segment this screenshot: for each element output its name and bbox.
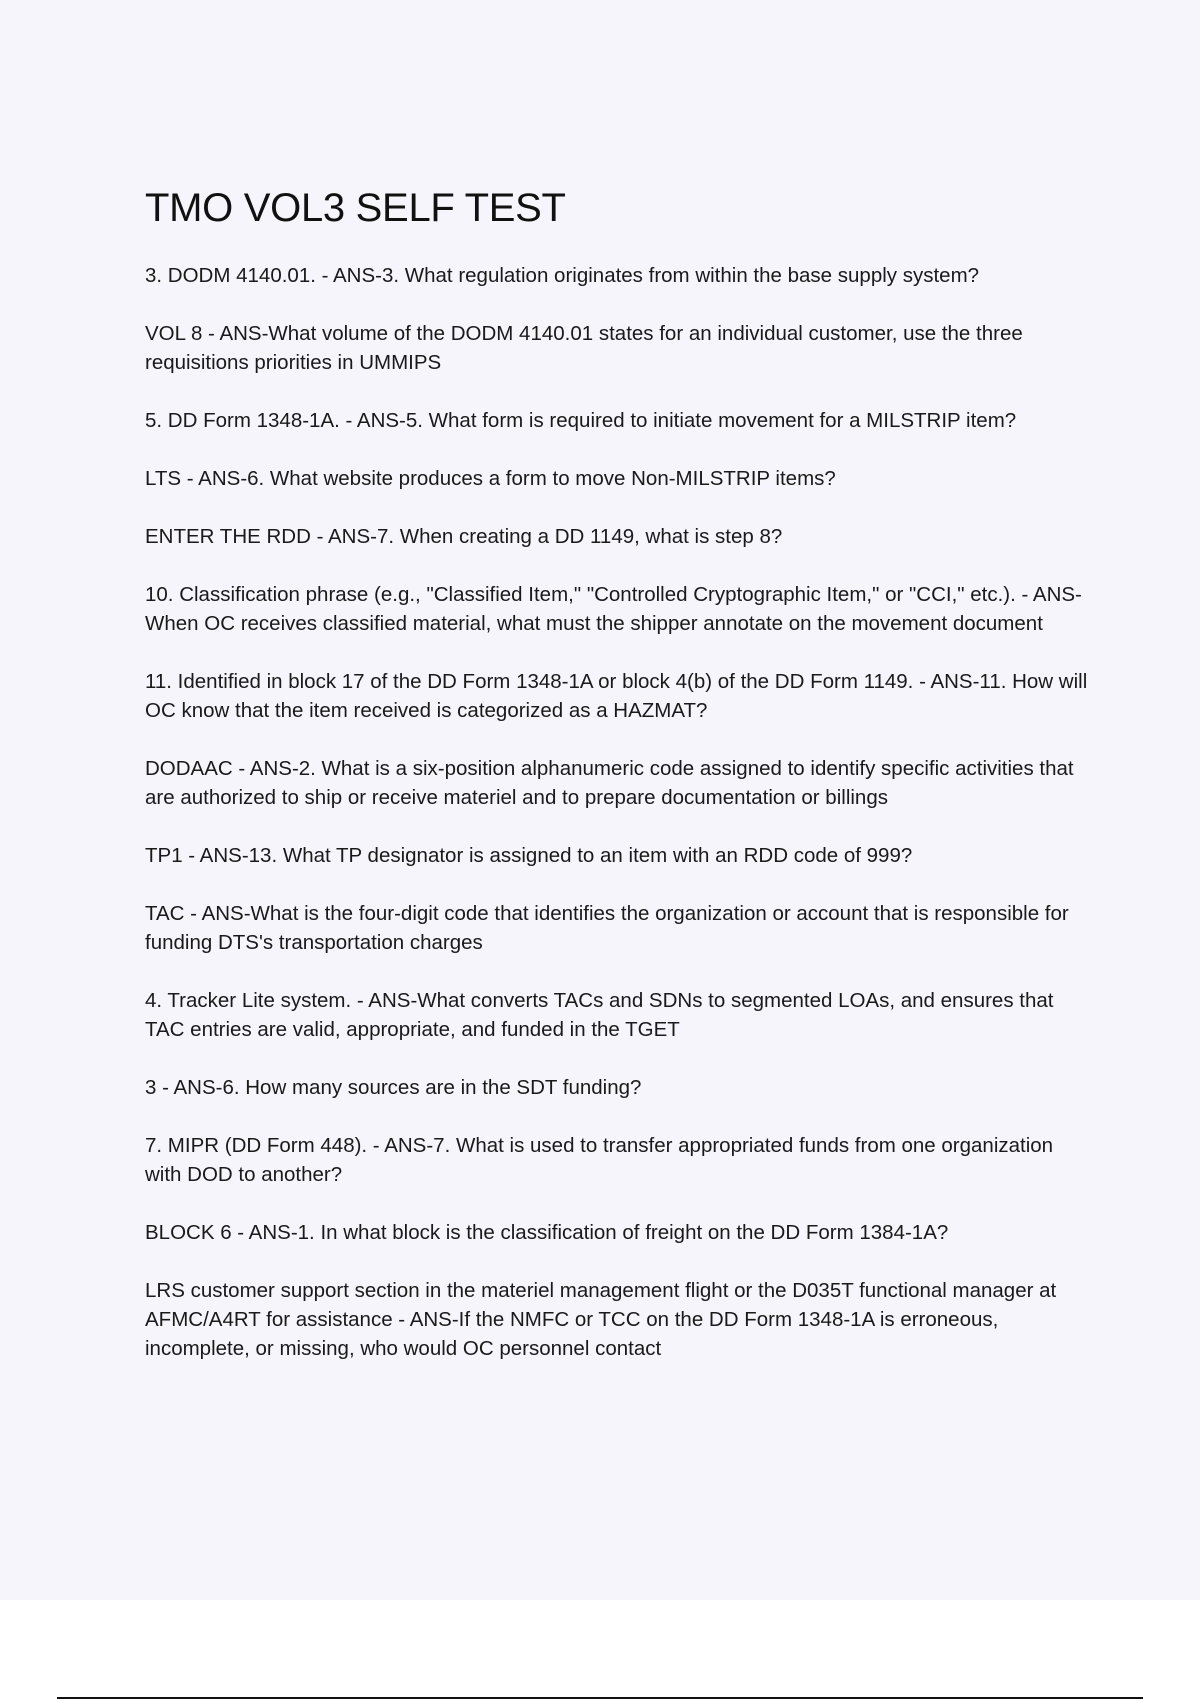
footer-divider xyxy=(57,1697,1143,1699)
qa-item-4: LTS - ANS-6. What website produces a form to move Non-MILSTRIP items? xyxy=(145,467,836,490)
qa-item-1: 3. DODM 4140.01. - ANS-3. What regulation originates from within the base supply system? xyxy=(145,264,980,287)
qa-item-8: DODAAC - ANS-2. What is a six-position alphanumeric code assigned to identify specific activities that are authorized to ship or receive materiel and to prepare documentation or billings xyxy=(145,757,1074,809)
qa-item-10: TAC - ANS-What is the four-digit code that identifies the organization or account that is responsible for funding DTS's transportation charges xyxy=(145,902,1069,954)
qa-item-14: BLOCK 6 - ANS-1. In what block is the classification of freight on the DD Form 1384-1A? xyxy=(145,1221,949,1244)
qa-item-6: 10. Classification phrase (e.g., "Classified Item," "Controlled Cryptographic Item," or "CCI," etc.). - ANS-When OC receives classified material, what must the shipper annotate on the movement document xyxy=(145,583,1082,635)
qa-item-12: 3 - ANS-6. How many sources are in the SDT funding? xyxy=(145,1076,642,1099)
qa-item-15: LRS customer support section in the materiel management flight or the D035T functional manager at AFMC/A4RT for assistance - ANS-If the NMFC or TCC on the DD Form 1348-1A is erroneous, incomplete, or missing, who would OC personnel contact xyxy=(145,1279,1057,1360)
qa-item-9: TP1 - ANS-13. What TP designator is assigned to an item with an RDD code of 999? xyxy=(145,844,913,867)
document-title: TMO VOL3 SELF TEST xyxy=(145,186,566,230)
qa-item-7: 11. Identified in block 17 of the DD Form 1348-1A or block 4(b) of the DD Form 1149. - ANS-11. How will OC know that the item received is categorized as a HAZMAT? xyxy=(145,670,1088,722)
qa-list xyxy=(145,261,1095,1363)
qa-item-3: 5. DD Form 1348-1A. - ANS-5. What form is required to initiate movement for a MILSTRIP item? xyxy=(145,409,1017,432)
document-content xyxy=(145,182,1095,1392)
qa-item-13: 7. MIPR (DD Form 448). - ANS-7. What is used to transfer appropriated funds from one organization with DOD to another? xyxy=(145,1134,1054,1186)
qa-item-2: VOL 8 - ANS-What volume of the DODM 4140.01 states for an individual customer, use the three requisitions priorities in UMMIPS xyxy=(145,322,1023,374)
qa-item-5: ENTER THE RDD - ANS-7. When creating a DD 1149, what is step 8? xyxy=(145,525,783,548)
qa-item-11: 4. Tracker Lite system. - ANS-What converts TACs and SDNs to segmented LOAs, and ensures that TAC entries are valid, appropriate, and funded in the TGET xyxy=(145,989,1054,1041)
